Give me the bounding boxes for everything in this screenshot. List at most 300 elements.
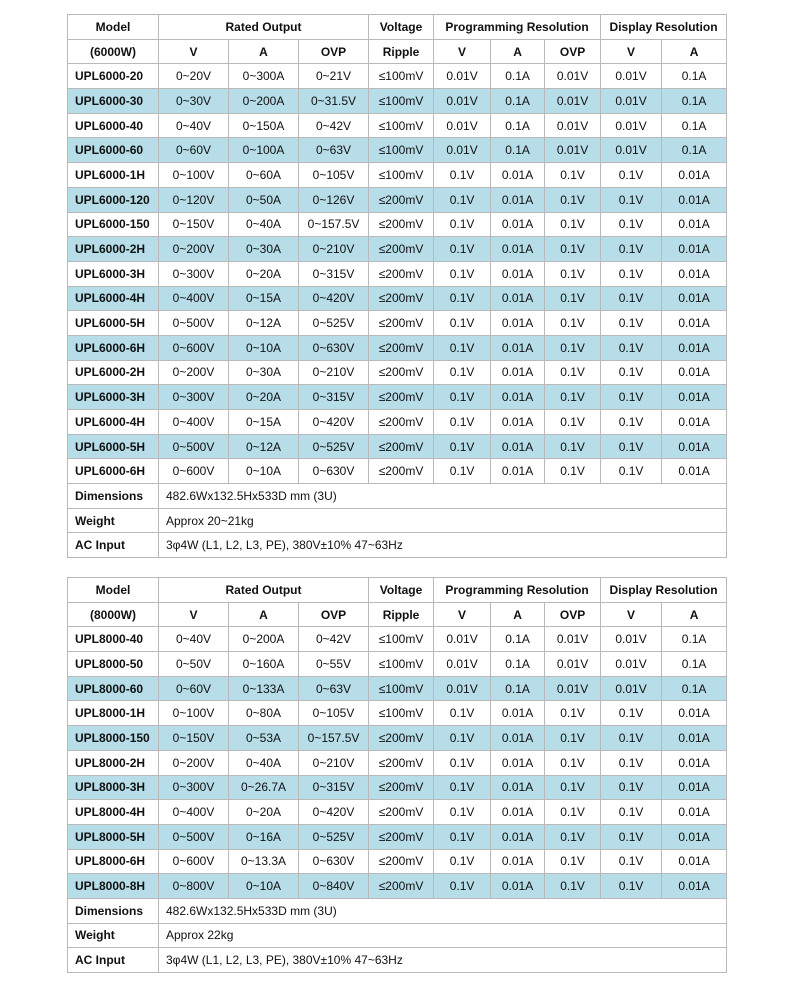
rated-v-cell: 0~150V [159, 212, 229, 237]
header-rated-output: Rated Output [159, 15, 369, 40]
rated-a-cell: 0~133A [229, 676, 299, 701]
disp-v-cell: 0.1V [601, 459, 662, 484]
disp-a-cell: 0.1A [662, 64, 727, 89]
ripple-cell: ≤200mV [369, 360, 434, 385]
prog-ovp-cell: 0.1V [545, 701, 601, 726]
prog-a-cell: 0.01A [491, 434, 545, 459]
rated-v-cell: 0~600V [159, 849, 229, 874]
prog-v-cell: 0.1V [434, 237, 491, 262]
rated-a-cell: 0~200A [229, 627, 299, 652]
model-cell: UPL8000-60 [68, 676, 159, 701]
prog-a-cell: 0.01A [491, 261, 545, 286]
prog-v-cell: 0.1V [434, 849, 491, 874]
spec-value: 3φ4W (L1, L2, L3, PE), 380V±10% 47~63Hz [159, 948, 727, 973]
ripple-cell: ≤200mV [369, 261, 434, 286]
disp-a-cell: 0.1A [662, 113, 727, 138]
table-row [68, 335, 727, 360]
model-cell: UPL8000-2H [68, 750, 159, 775]
prog-a-cell: 0.01A [491, 459, 545, 484]
rated-v-cell: 0~40V [159, 627, 229, 652]
disp-a-cell: 0.01A [662, 874, 727, 899]
disp-v-cell: 0.01V [601, 89, 662, 114]
ripple-cell: ≤200mV [369, 726, 434, 751]
header-v: V [159, 39, 229, 64]
table-row [68, 874, 727, 899]
prog-v-cell: 0.01V [434, 676, 491, 701]
prog-ovp-cell: 0.01V [545, 676, 601, 701]
rated-v-cell: 0~120V [159, 187, 229, 212]
table-row [68, 459, 727, 484]
rated-a-cell: 0~20A [229, 385, 299, 410]
spec-value: 482.6Wx132.5Hx533D mm (3U) [159, 484, 727, 509]
rated-v-cell: 0~100V [159, 163, 229, 188]
ripple-cell: ≤100mV [369, 138, 434, 163]
disp-a-cell: 0.01A [662, 459, 727, 484]
rated-v-cell: 0~200V [159, 750, 229, 775]
header-prog-ovp: OVP [545, 39, 601, 64]
disp-v-cell: 0.1V [601, 286, 662, 311]
prog-v-cell: 0.1V [434, 360, 491, 385]
prog-a-cell: 0.01A [491, 726, 545, 751]
rated-v-cell: 0~500V [159, 434, 229, 459]
prog-v-cell: 0.1V [434, 775, 491, 800]
model-cell: UPL6000-120 [68, 187, 159, 212]
prog-v-cell: 0.01V [434, 64, 491, 89]
model-cell: UPL8000-1H [68, 701, 159, 726]
prog-ovp-cell: 0.01V [545, 627, 601, 652]
header-programming-resolution: Programming Resolution [434, 15, 601, 40]
prog-v-cell: 0.1V [434, 335, 491, 360]
model-cell: UPL6000-30 [68, 89, 159, 114]
disp-v-cell: 0.1V [601, 849, 662, 874]
spec-row [68, 948, 727, 973]
disp-a-cell: 0.1A [662, 676, 727, 701]
header-disp-v: V [601, 602, 662, 627]
table-row [68, 824, 727, 849]
spec-value: 482.6Wx132.5Hx533D mm (3U) [159, 898, 727, 923]
rated-v-cell: 0~40V [159, 113, 229, 138]
header-disp-a: A [662, 602, 727, 627]
prog-v-cell: 0.01V [434, 138, 491, 163]
prog-ovp-cell: 0.1V [545, 459, 601, 484]
model-cell: UPL6000-3H [68, 385, 159, 410]
model-cell: UPL6000-3H [68, 261, 159, 286]
prog-ovp-cell: 0.01V [545, 64, 601, 89]
disp-v-cell: 0.01V [601, 652, 662, 677]
ripple-cell: ≤100mV [369, 676, 434, 701]
disp-a-cell: 0.01A [662, 800, 727, 825]
ripple-cell: ≤200mV [369, 212, 434, 237]
rated-a-cell: 0~40A [229, 212, 299, 237]
rated-ovp-cell: 0~21V [299, 64, 369, 89]
spec-row [68, 923, 727, 948]
disp-a-cell: 0.1A [662, 652, 727, 677]
model-cell: UPL6000-40 [68, 113, 159, 138]
rated-ovp-cell: 0~315V [299, 261, 369, 286]
disp-v-cell: 0.1V [601, 410, 662, 435]
rated-ovp-cell: 0~55V [299, 652, 369, 677]
rated-ovp-cell: 0~525V [299, 311, 369, 336]
spec-label: AC Input [68, 948, 159, 973]
ripple-cell: ≤100mV [369, 701, 434, 726]
rated-a-cell: 0~60A [229, 163, 299, 188]
disp-a-cell: 0.01A [662, 286, 727, 311]
header-display-resolution: Display Resolution [601, 578, 727, 603]
rated-v-cell: 0~60V [159, 138, 229, 163]
rated-v-cell: 0~50V [159, 652, 229, 677]
prog-a-cell: 0.01A [491, 335, 545, 360]
prog-ovp-cell: 0.1V [545, 800, 601, 825]
spec-row [68, 898, 727, 923]
model-cell: UPL8000-50 [68, 652, 159, 677]
table-row [68, 261, 727, 286]
rated-v-cell: 0~400V [159, 410, 229, 435]
disp-a-cell: 0.1A [662, 138, 727, 163]
rated-a-cell: 0~20A [229, 800, 299, 825]
prog-a-cell: 0.01A [491, 824, 545, 849]
header-ripple: Ripple [369, 39, 434, 64]
rated-v-cell: 0~300V [159, 261, 229, 286]
rated-v-cell: 0~30V [159, 89, 229, 114]
table-row [68, 676, 727, 701]
prog-ovp-cell: 0.01V [545, 652, 601, 677]
prog-v-cell: 0.1V [434, 212, 491, 237]
prog-ovp-cell: 0.1V [545, 187, 601, 212]
prog-a-cell: 0.1A [491, 627, 545, 652]
table-row [68, 652, 727, 677]
spec-table-6000w [67, 14, 727, 558]
rated-a-cell: 0~100A [229, 138, 299, 163]
model-cell: UPL8000-5H [68, 824, 159, 849]
table-row [68, 187, 727, 212]
ripple-cell: ≤200mV [369, 385, 434, 410]
disp-v-cell: 0.1V [601, 874, 662, 899]
header-model: Model [68, 15, 159, 40]
prog-v-cell: 0.1V [434, 701, 491, 726]
spec-label: Weight [68, 923, 159, 948]
rated-v-cell: 0~500V [159, 311, 229, 336]
rated-a-cell: 0~13.3A [229, 849, 299, 874]
model-cell: UPL8000-8H [68, 874, 159, 899]
prog-ovp-cell: 0.1V [545, 286, 601, 311]
model-cell: UPL6000-20 [68, 64, 159, 89]
disp-v-cell: 0.1V [601, 335, 662, 360]
table-header [68, 578, 727, 627]
table-row [68, 627, 727, 652]
prog-a-cell: 0.1A [491, 652, 545, 677]
header-disp-v: V [601, 39, 662, 64]
rated-v-cell: 0~400V [159, 800, 229, 825]
prog-v-cell: 0.1V [434, 824, 491, 849]
ripple-cell: ≤200mV [369, 874, 434, 899]
prog-a-cell: 0.01A [491, 750, 545, 775]
disp-a-cell: 0.01A [662, 261, 727, 286]
ripple-cell: ≤100mV [369, 652, 434, 677]
disp-v-cell: 0.1V [601, 163, 662, 188]
prog-v-cell: 0.1V [434, 459, 491, 484]
rated-v-cell: 0~300V [159, 385, 229, 410]
disp-a-cell: 0.01A [662, 726, 727, 751]
disp-v-cell: 0.1V [601, 701, 662, 726]
rated-a-cell: 0~30A [229, 360, 299, 385]
disp-v-cell: 0.01V [601, 138, 662, 163]
header-disp-a: A [662, 39, 727, 64]
disp-v-cell: 0.1V [601, 824, 662, 849]
prog-v-cell: 0.1V [434, 385, 491, 410]
header-display-resolution: Display Resolution [601, 15, 727, 40]
disp-v-cell: 0.1V [601, 212, 662, 237]
rated-ovp-cell: 0~630V [299, 459, 369, 484]
prog-a-cell: 0.01A [491, 775, 545, 800]
rated-a-cell: 0~80A [229, 701, 299, 726]
ripple-cell: ≤100mV [369, 113, 434, 138]
table-body [68, 64, 727, 484]
prog-ovp-cell: 0.01V [545, 113, 601, 138]
table-row [68, 113, 727, 138]
disp-a-cell: 0.01A [662, 824, 727, 849]
prog-a-cell: 0.01A [491, 410, 545, 435]
model-cell: UPL6000-4H [68, 286, 159, 311]
table-row [68, 775, 727, 800]
rated-ovp-cell: 0~840V [299, 874, 369, 899]
rated-a-cell: 0~30A [229, 237, 299, 262]
spec-row [68, 484, 727, 509]
table-body [68, 627, 727, 899]
ripple-cell: ≤200mV [369, 459, 434, 484]
spec-value: 3φ4W (L1, L2, L3, PE), 380V±10% 47~63Hz [159, 533, 727, 558]
rated-a-cell: 0~160A [229, 652, 299, 677]
disp-v-cell: 0.1V [601, 187, 662, 212]
prog-a-cell: 0.01A [491, 800, 545, 825]
rated-a-cell: 0~15A [229, 410, 299, 435]
spec-label: Dimensions [68, 484, 159, 509]
model-cell: UPL8000-40 [68, 627, 159, 652]
header-prog-v: V [434, 602, 491, 627]
ripple-cell: ≤200mV [369, 335, 434, 360]
disp-a-cell: 0.1A [662, 627, 727, 652]
header-a: A [229, 602, 299, 627]
table-row [68, 89, 727, 114]
spec-table-8000w [67, 577, 727, 973]
prog-a-cell: 0.1A [491, 64, 545, 89]
disp-v-cell: 0.01V [601, 627, 662, 652]
spec-label: Weight [68, 508, 159, 533]
table-row [68, 237, 727, 262]
prog-a-cell: 0.01A [491, 286, 545, 311]
ripple-cell: ≤200mV [369, 410, 434, 435]
prog-ovp-cell: 0.1V [545, 849, 601, 874]
model-cell: UPL6000-5H [68, 311, 159, 336]
prog-v-cell: 0.01V [434, 89, 491, 114]
model-cell: UPL6000-2H [68, 237, 159, 262]
prog-a-cell: 0.01A [491, 212, 545, 237]
rated-ovp-cell: 0~630V [299, 849, 369, 874]
prog-v-cell: 0.1V [434, 726, 491, 751]
model-cell: UPL6000-150 [68, 212, 159, 237]
header-voltage: Voltage [369, 578, 434, 603]
rated-ovp-cell: 0~31.5V [299, 89, 369, 114]
table-row [68, 434, 727, 459]
model-cell: UPL6000-60 [68, 138, 159, 163]
disp-a-cell: 0.01A [662, 775, 727, 800]
ripple-cell: ≤200mV [369, 800, 434, 825]
ripple-cell: ≤100mV [369, 163, 434, 188]
model-cell: UPL6000-6H [68, 335, 159, 360]
spec-value: Approx 20~21kg [159, 508, 727, 533]
header-ovp: OVP [299, 602, 369, 627]
prog-ovp-cell: 0.1V [545, 824, 601, 849]
prog-ovp-cell: 0.1V [545, 360, 601, 385]
spec-label: Dimensions [68, 898, 159, 923]
prog-ovp-cell: 0.01V [545, 89, 601, 114]
rated-ovp-cell: 0~63V [299, 676, 369, 701]
disp-a-cell: 0.01A [662, 360, 727, 385]
ripple-cell: ≤100mV [369, 627, 434, 652]
disp-v-cell: 0.1V [601, 237, 662, 262]
header-prog-a: A [491, 602, 545, 627]
prog-v-cell: 0.1V [434, 286, 491, 311]
ripple-cell: ≤200mV [369, 849, 434, 874]
disp-a-cell: 0.01A [662, 163, 727, 188]
disp-a-cell: 0.1A [662, 89, 727, 114]
header-a: A [229, 39, 299, 64]
prog-a-cell: 0.01A [491, 385, 545, 410]
rated-ovp-cell: 0~630V [299, 335, 369, 360]
ripple-cell: ≤100mV [369, 64, 434, 89]
ripple-cell: ≤200mV [369, 750, 434, 775]
table-footer [68, 484, 727, 558]
prog-a-cell: 0.1A [491, 89, 545, 114]
table-footer [68, 898, 727, 972]
rated-ovp-cell: 0~210V [299, 360, 369, 385]
rated-a-cell: 0~53A [229, 726, 299, 751]
rated-ovp-cell: 0~42V [299, 113, 369, 138]
rated-ovp-cell: 0~210V [299, 750, 369, 775]
prog-a-cell: 0.01A [491, 187, 545, 212]
prog-ovp-cell: 0.1V [545, 434, 601, 459]
header-prog-v: V [434, 39, 491, 64]
model-cell: UPL8000-150 [68, 726, 159, 751]
rated-a-cell: 0~26.7A [229, 775, 299, 800]
disp-v-cell: 0.1V [601, 800, 662, 825]
model-cell: UPL8000-4H [68, 800, 159, 825]
prog-a-cell: 0.1A [491, 676, 545, 701]
rated-ovp-cell: 0~420V [299, 286, 369, 311]
ripple-cell: ≤200mV [369, 286, 434, 311]
model-cell: UPL6000-1H [68, 163, 159, 188]
table-row [68, 410, 727, 435]
disp-a-cell: 0.01A [662, 849, 727, 874]
rated-v-cell: 0~200V [159, 360, 229, 385]
disp-v-cell: 0.01V [601, 64, 662, 89]
rated-ovp-cell: 0~420V [299, 410, 369, 435]
prog-a-cell: 0.01A [491, 849, 545, 874]
rated-ovp-cell: 0~420V [299, 800, 369, 825]
disp-v-cell: 0.1V [601, 261, 662, 286]
ripple-cell: ≤200mV [369, 824, 434, 849]
disp-v-cell: 0.1V [601, 726, 662, 751]
rated-a-cell: 0~20A [229, 261, 299, 286]
prog-v-cell: 0.1V [434, 410, 491, 435]
spec-row [68, 508, 727, 533]
ripple-cell: ≤200mV [369, 434, 434, 459]
prog-ovp-cell: 0.1V [545, 410, 601, 435]
model-cell: UPL8000-3H [68, 775, 159, 800]
rated-v-cell: 0~300V [159, 775, 229, 800]
table-row [68, 849, 727, 874]
disp-a-cell: 0.01A [662, 434, 727, 459]
prog-ovp-cell: 0.1V [545, 775, 601, 800]
table-row [68, 311, 727, 336]
ripple-cell: ≤200mV [369, 237, 434, 262]
disp-v-cell: 0.1V [601, 385, 662, 410]
header-prog-a: A [491, 39, 545, 64]
rated-v-cell: 0~20V [159, 64, 229, 89]
rated-a-cell: 0~15A [229, 286, 299, 311]
disp-a-cell: 0.01A [662, 311, 727, 336]
rated-a-cell: 0~10A [229, 874, 299, 899]
ripple-cell: ≤200mV [369, 187, 434, 212]
prog-ovp-cell: 0.1V [545, 237, 601, 262]
prog-v-cell: 0.01V [434, 113, 491, 138]
prog-ovp-cell: 0.01V [545, 138, 601, 163]
rated-v-cell: 0~60V [159, 676, 229, 701]
prog-a-cell: 0.01A [491, 874, 545, 899]
header-programming-resolution: Programming Resolution [434, 578, 601, 603]
rated-a-cell: 0~10A [229, 459, 299, 484]
header-ripple: Ripple [369, 602, 434, 627]
disp-v-cell: 0.1V [601, 360, 662, 385]
rated-ovp-cell: 0~105V [299, 163, 369, 188]
model-cell: UPL6000-2H [68, 360, 159, 385]
rated-ovp-cell: 0~105V [299, 701, 369, 726]
table-row [68, 385, 727, 410]
prog-v-cell: 0.1V [434, 800, 491, 825]
table-row [68, 750, 727, 775]
spec-label: AC Input [68, 533, 159, 558]
table-row [68, 163, 727, 188]
disp-a-cell: 0.01A [662, 335, 727, 360]
rated-v-cell: 0~100V [159, 701, 229, 726]
table-row [68, 701, 727, 726]
ripple-cell: ≤200mV [369, 311, 434, 336]
header-voltage: Voltage [369, 15, 434, 40]
table-row [68, 800, 727, 825]
table-row [68, 360, 727, 385]
rated-ovp-cell: 0~315V [299, 775, 369, 800]
header-model-sub: (8000W) [68, 602, 159, 627]
disp-v-cell: 0.1V [601, 775, 662, 800]
disp-a-cell: 0.01A [662, 701, 727, 726]
rated-ovp-cell: 0~315V [299, 385, 369, 410]
header-v: V [159, 602, 229, 627]
table-row [68, 726, 727, 751]
rated-v-cell: 0~600V [159, 335, 229, 360]
disp-a-cell: 0.01A [662, 187, 727, 212]
table-row [68, 286, 727, 311]
rated-a-cell: 0~50A [229, 187, 299, 212]
prog-a-cell: 0.01A [491, 163, 545, 188]
rated-ovp-cell: 0~525V [299, 824, 369, 849]
prog-ovp-cell: 0.1V [545, 750, 601, 775]
prog-ovp-cell: 0.1V [545, 163, 601, 188]
model-cell: UPL6000-5H [68, 434, 159, 459]
rated-v-cell: 0~400V [159, 286, 229, 311]
header-rated-output: Rated Output [159, 578, 369, 603]
rated-ovp-cell: 0~63V [299, 138, 369, 163]
disp-v-cell: 0.1V [601, 750, 662, 775]
prog-v-cell: 0.1V [434, 750, 491, 775]
